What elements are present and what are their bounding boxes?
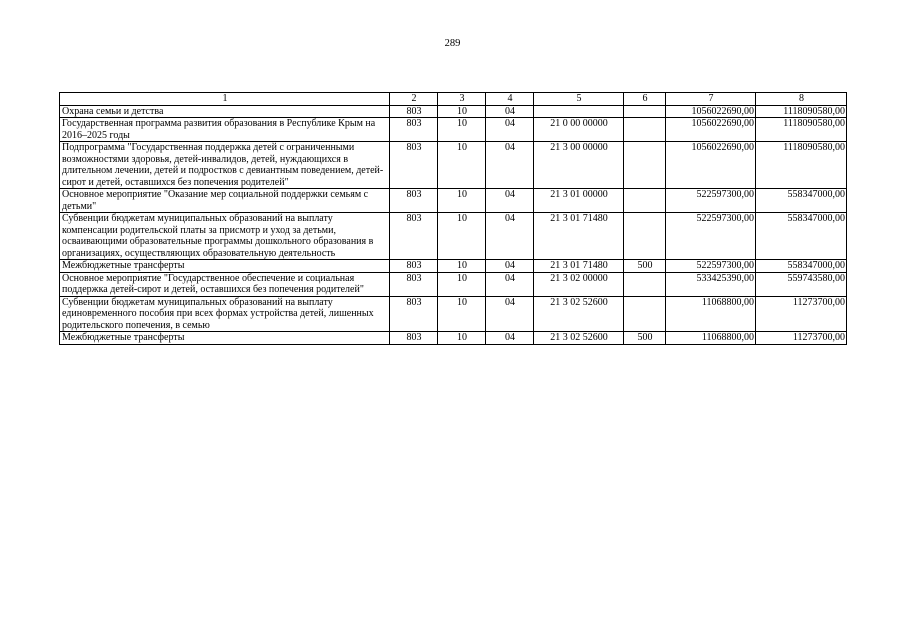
row-code-expense-type — [624, 296, 666, 332]
row-code-subsection: 04 — [486, 105, 534, 118]
row-code-section: 10 — [438, 332, 486, 345]
row-code-expense-type — [624, 118, 666, 142]
row-code-subsection: 04 — [486, 142, 534, 189]
table-row — [60, 105, 847, 118]
row-code-expense-type — [624, 142, 666, 189]
table-row — [60, 118, 847, 142]
row-code-subsection: 04 — [486, 118, 534, 142]
column-header: 3 — [438, 93, 486, 106]
row-amount-year1: 522597300,00 — [666, 189, 756, 213]
row-code-section: 10 — [438, 105, 486, 118]
row-code-ministry: 803 — [390, 296, 438, 332]
row-code-target: 21 3 02 00000 — [534, 272, 624, 296]
table-row — [60, 213, 847, 260]
row-code-target: 21 3 00 00000 — [534, 142, 624, 189]
row-code-subsection: 04 — [486, 332, 534, 345]
row-amount-year1: 11068800,00 — [666, 332, 756, 345]
row-code-ministry: 803 — [390, 213, 438, 260]
row-code-target: 21 0 00 00000 — [534, 118, 624, 142]
column-header: 5 — [534, 93, 624, 106]
row-code-ministry: 803 — [390, 260, 438, 273]
row-amount-year1: 1056022690,00 — [666, 142, 756, 189]
row-name: Охрана семьи и детства — [60, 105, 390, 118]
page-number: 289 — [444, 38, 461, 49]
row-amount-year2: 11273700,00 — [756, 332, 847, 345]
budget-table — [59, 92, 847, 345]
row-amount-year1: 522597300,00 — [666, 213, 756, 260]
row-amount-year2: 1118090580,00 — [756, 105, 847, 118]
row-code-target — [534, 105, 624, 118]
row-code-ministry: 803 — [390, 189, 438, 213]
row-code-section: 10 — [438, 260, 486, 273]
row-amount-year2: 558347000,00 — [756, 260, 847, 273]
column-header: 6 — [624, 93, 666, 106]
table-row — [60, 296, 847, 332]
row-amount-year1: 1056022690,00 — [666, 118, 756, 142]
table-row — [60, 260, 847, 273]
row-code-subsection: 04 — [486, 213, 534, 260]
row-code-subsection: 04 — [486, 189, 534, 213]
row-code-ministry: 803 — [390, 142, 438, 189]
row-amount-year1: 522597300,00 — [666, 260, 756, 273]
column-header: 2 — [390, 93, 438, 106]
row-code-target: 21 3 01 00000 — [534, 189, 624, 213]
row-name: Субвенции бюджетам муниципальных образований на выплату компенсации родительской платы за присмотр и уход за детьми, осваивающими образовательные программы дошкольного образования в организациях, осуществляющих образовательную деятельность — [60, 213, 390, 260]
row-code-ministry: 803 — [390, 105, 438, 118]
row-code-section: 10 — [438, 142, 486, 189]
row-amount-year2: 1118090580,00 — [756, 118, 847, 142]
column-header: 8 — [756, 93, 847, 106]
row-code-section: 10 — [438, 213, 486, 260]
row-code-section: 10 — [438, 272, 486, 296]
table-row — [60, 142, 847, 189]
table-row — [60, 272, 847, 296]
row-name: Подпрограмма "Государственная поддержка детей с ограниченными возможностями здоровья, детей-инвалидов, детей, нуждающихся в длительном лечении, детей и подростков с девиантным поведением, детей-сирот и детей, оставшихся без попечения родителей" — [60, 142, 390, 189]
row-code-expense-type — [624, 105, 666, 118]
row-name: Государственная программа развития образования в Республике Крым на 2016–2025 годы — [60, 118, 390, 142]
row-amount-year2: 1118090580,00 — [756, 142, 847, 189]
row-code-target: 21 3 01 71480 — [534, 260, 624, 273]
row-code-expense-type — [624, 272, 666, 296]
row-name: Межбюджетные трансферты — [60, 332, 390, 345]
row-code-ministry: 803 — [390, 272, 438, 296]
row-name: Субвенции бюджетам муниципальных образований на выплату единовременного пособия при всех формах устройства детей, лишенных родительского попечения, в семью — [60, 296, 390, 332]
row-code-expense-type: 500 — [624, 332, 666, 345]
row-code-ministry: 803 — [390, 118, 438, 142]
row-code-subsection: 04 — [486, 296, 534, 332]
row-code-expense-type — [624, 189, 666, 213]
row-code-target: 21 3 01 71480 — [534, 213, 624, 260]
row-code-subsection: 04 — [486, 260, 534, 273]
row-code-expense-type: 500 — [624, 260, 666, 273]
row-amount-year1: 1056022690,00 — [666, 105, 756, 118]
row-amount-year2: 558347000,00 — [756, 189, 847, 213]
column-header: 1 — [60, 93, 390, 106]
row-code-ministry: 803 — [390, 332, 438, 345]
row-amount-year2: 558347000,00 — [756, 213, 847, 260]
table-row — [60, 189, 847, 213]
row-code-target: 21 3 02 52600 — [534, 296, 624, 332]
row-code-section: 10 — [438, 296, 486, 332]
row-amount-year2: 11273700,00 — [756, 296, 847, 332]
column-header: 4 — [486, 93, 534, 106]
row-name: Межбюджетные трансферты — [60, 260, 390, 273]
row-code-section: 10 — [438, 118, 486, 142]
row-code-target: 21 3 02 52600 — [534, 332, 624, 345]
table-row — [60, 332, 847, 345]
table-header-row — [60, 93, 847, 106]
row-amount-year2: 559743580,00 — [756, 272, 847, 296]
column-header: 7 — [666, 93, 756, 106]
row-name: Основное мероприятие "Оказание мер социальной поддержки семьям с детьми" — [60, 189, 390, 213]
row-amount-year1: 533425390,00 — [666, 272, 756, 296]
row-amount-year1: 11068800,00 — [666, 296, 756, 332]
row-code-subsection: 04 — [486, 272, 534, 296]
row-name: Основное мероприятие "Государственное обеспечение и социальная поддержка детей-сирот и детей, оставшихся без попечения родителей" — [60, 272, 390, 296]
row-code-expense-type — [624, 213, 666, 260]
row-code-section: 10 — [438, 189, 486, 213]
